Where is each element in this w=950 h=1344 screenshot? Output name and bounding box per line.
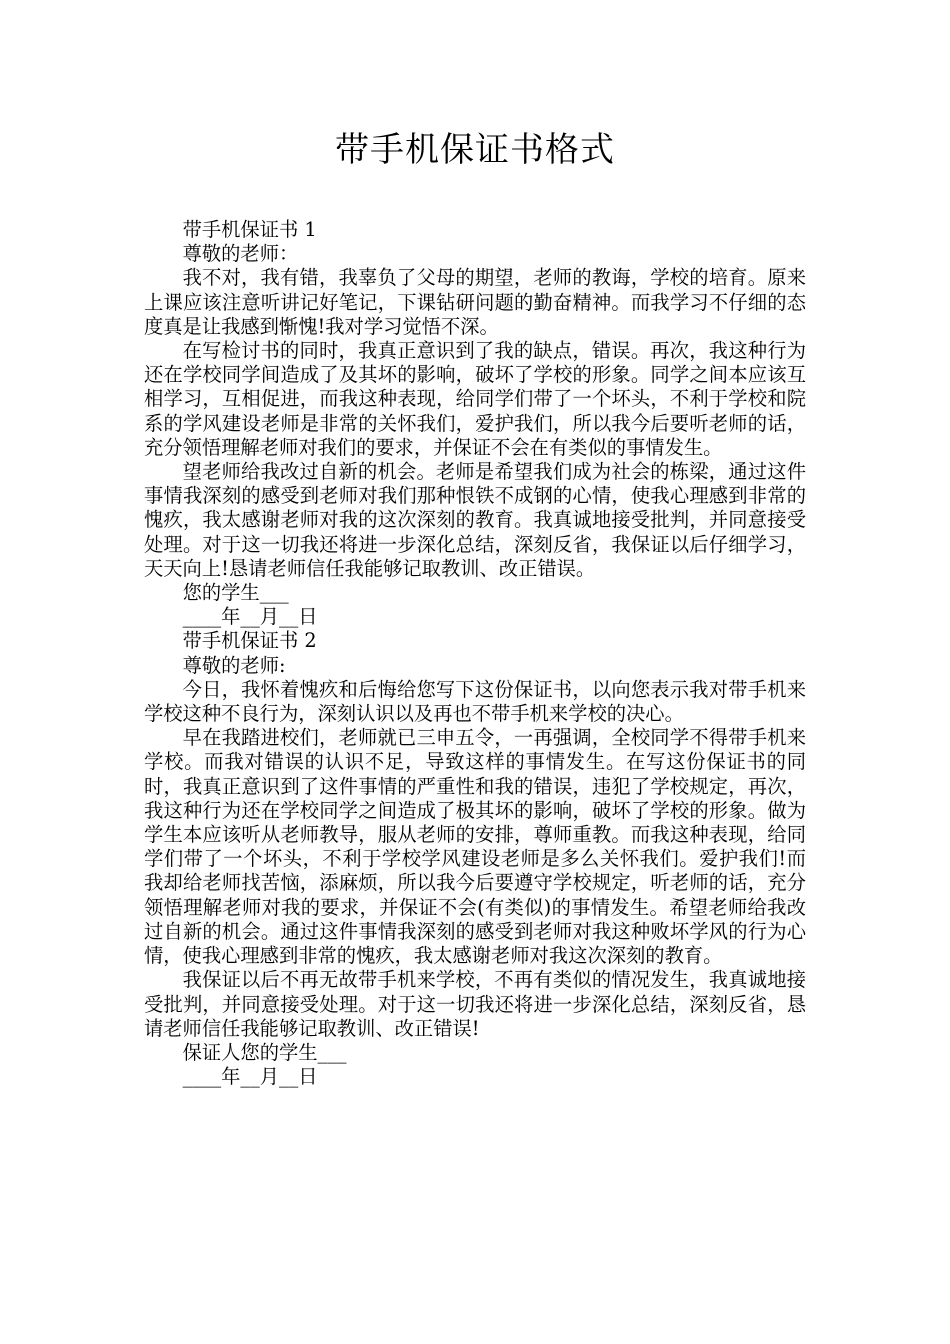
body-paragraph: 早在我踏进校们，老师就已三申五令，一再强调，全校同学不得带手机来学校。而我对错误的认识不足，导致这样的事情发生。在写这份保证书的同时，我真正意识到了这件事情的严重性和我的错误，违犯了学校规定，再次，我这种行为还在学校同学之间造成了极其坏的影响，破坏了学校的形象。做为学生本应该听从老师教导，服从老师的安排，尊师重教。而我这种表现，给同学们带了一个坏头，不利于学校学风建设老师是多么关怀我们。爱护我们!而我却给老师找苦恼，添麻烦，所以我今后要遵守学校规定，听老师的话，充分领悟理解老师对我的要求，并保证不会(有类似)的事情发生。希望老师给我改过自新的机会。通过这件事情我深刻的感受到老师对我这种败坏学风的行为心情，使我心理感到非常的愧疚，我太感谢老师对我这次深刻的教育。	[144, 726, 806, 968]
signature-line-1: 您的学生___	[182, 581, 289, 605]
body-paragraph: 我不对，我有错，我辜负了父母的期望，老师的教诲，学校的培育。原来上课应该注意听讲记好笔记，下课钻研问题的勤奋精神。而我学习不仔细的态度真是让我感到惭愧!我对学习觉悟不深。	[144, 266, 806, 338]
signature-line-2: 保证人您的学生___	[182, 1040, 347, 1064]
salutation-2: 尊敬的老师:	[182, 653, 286, 677]
body-paragraph: 望老师给我改过自新的机会。老师是希望我们成为社会的栋梁，通过这件事情我深刻的感受到老师对我们那种恨铁不成钢的心情，使我心理感到非常的愧疚，我太感谢老师对我的这次深刻的教育。我真诚地接受批判，并同意接受处理。对于这一切我还将进一步深化总结，深刻反省，我保证以后仔细学习，天天向上!恳请老师信任我能够记取教训、改正错误。	[144, 460, 806, 580]
date-line-1: ____年__月__日	[182, 605, 318, 629]
date-line-2: ____年__月__日	[182, 1065, 318, 1089]
section-heading-2: 带手机保证书 2	[182, 629, 317, 653]
body-paragraph: 在写检讨书的同时，我真正意识到了我的缺点，错误。再次，我这种行为还在学校同学间造成了及其坏的影响，破坏了学校的形象。同学之间本应该互相学习，互相促进，而我这种表现，给同学们带了一个坏头，不利于学校和院系的学风建设老师是非常的关怀我们，爱护我们，所以我今后要听老师的话，充分领悟理解老师对我们的要求，并保证不会在有类似的事情发生。	[144, 339, 806, 459]
salutation-1: 尊敬的老师：	[182, 242, 299, 266]
body-paragraph: 今日，我怀着愧疚和后悔给您写下这份保证书，以向您表示我对带手机来学校这种不良行为，深刻认识以及再也不带手机来学校的决心。	[144, 677, 806, 726]
body-paragraph: 我保证以后不再无故带手机来学校，不再有类似的情况发生，我真诚地接受批判，并同意接受处理。对于这一切我还将进一步深化总结，深刻反省，恳请老师信任我能够记取教训、改正错误!	[144, 968, 806, 1040]
document-title: 带手机保证书格式	[335, 130, 615, 170]
document-page	[144, 122, 806, 1089]
section-heading-1: 带手机保证书 1	[182, 218, 317, 241]
